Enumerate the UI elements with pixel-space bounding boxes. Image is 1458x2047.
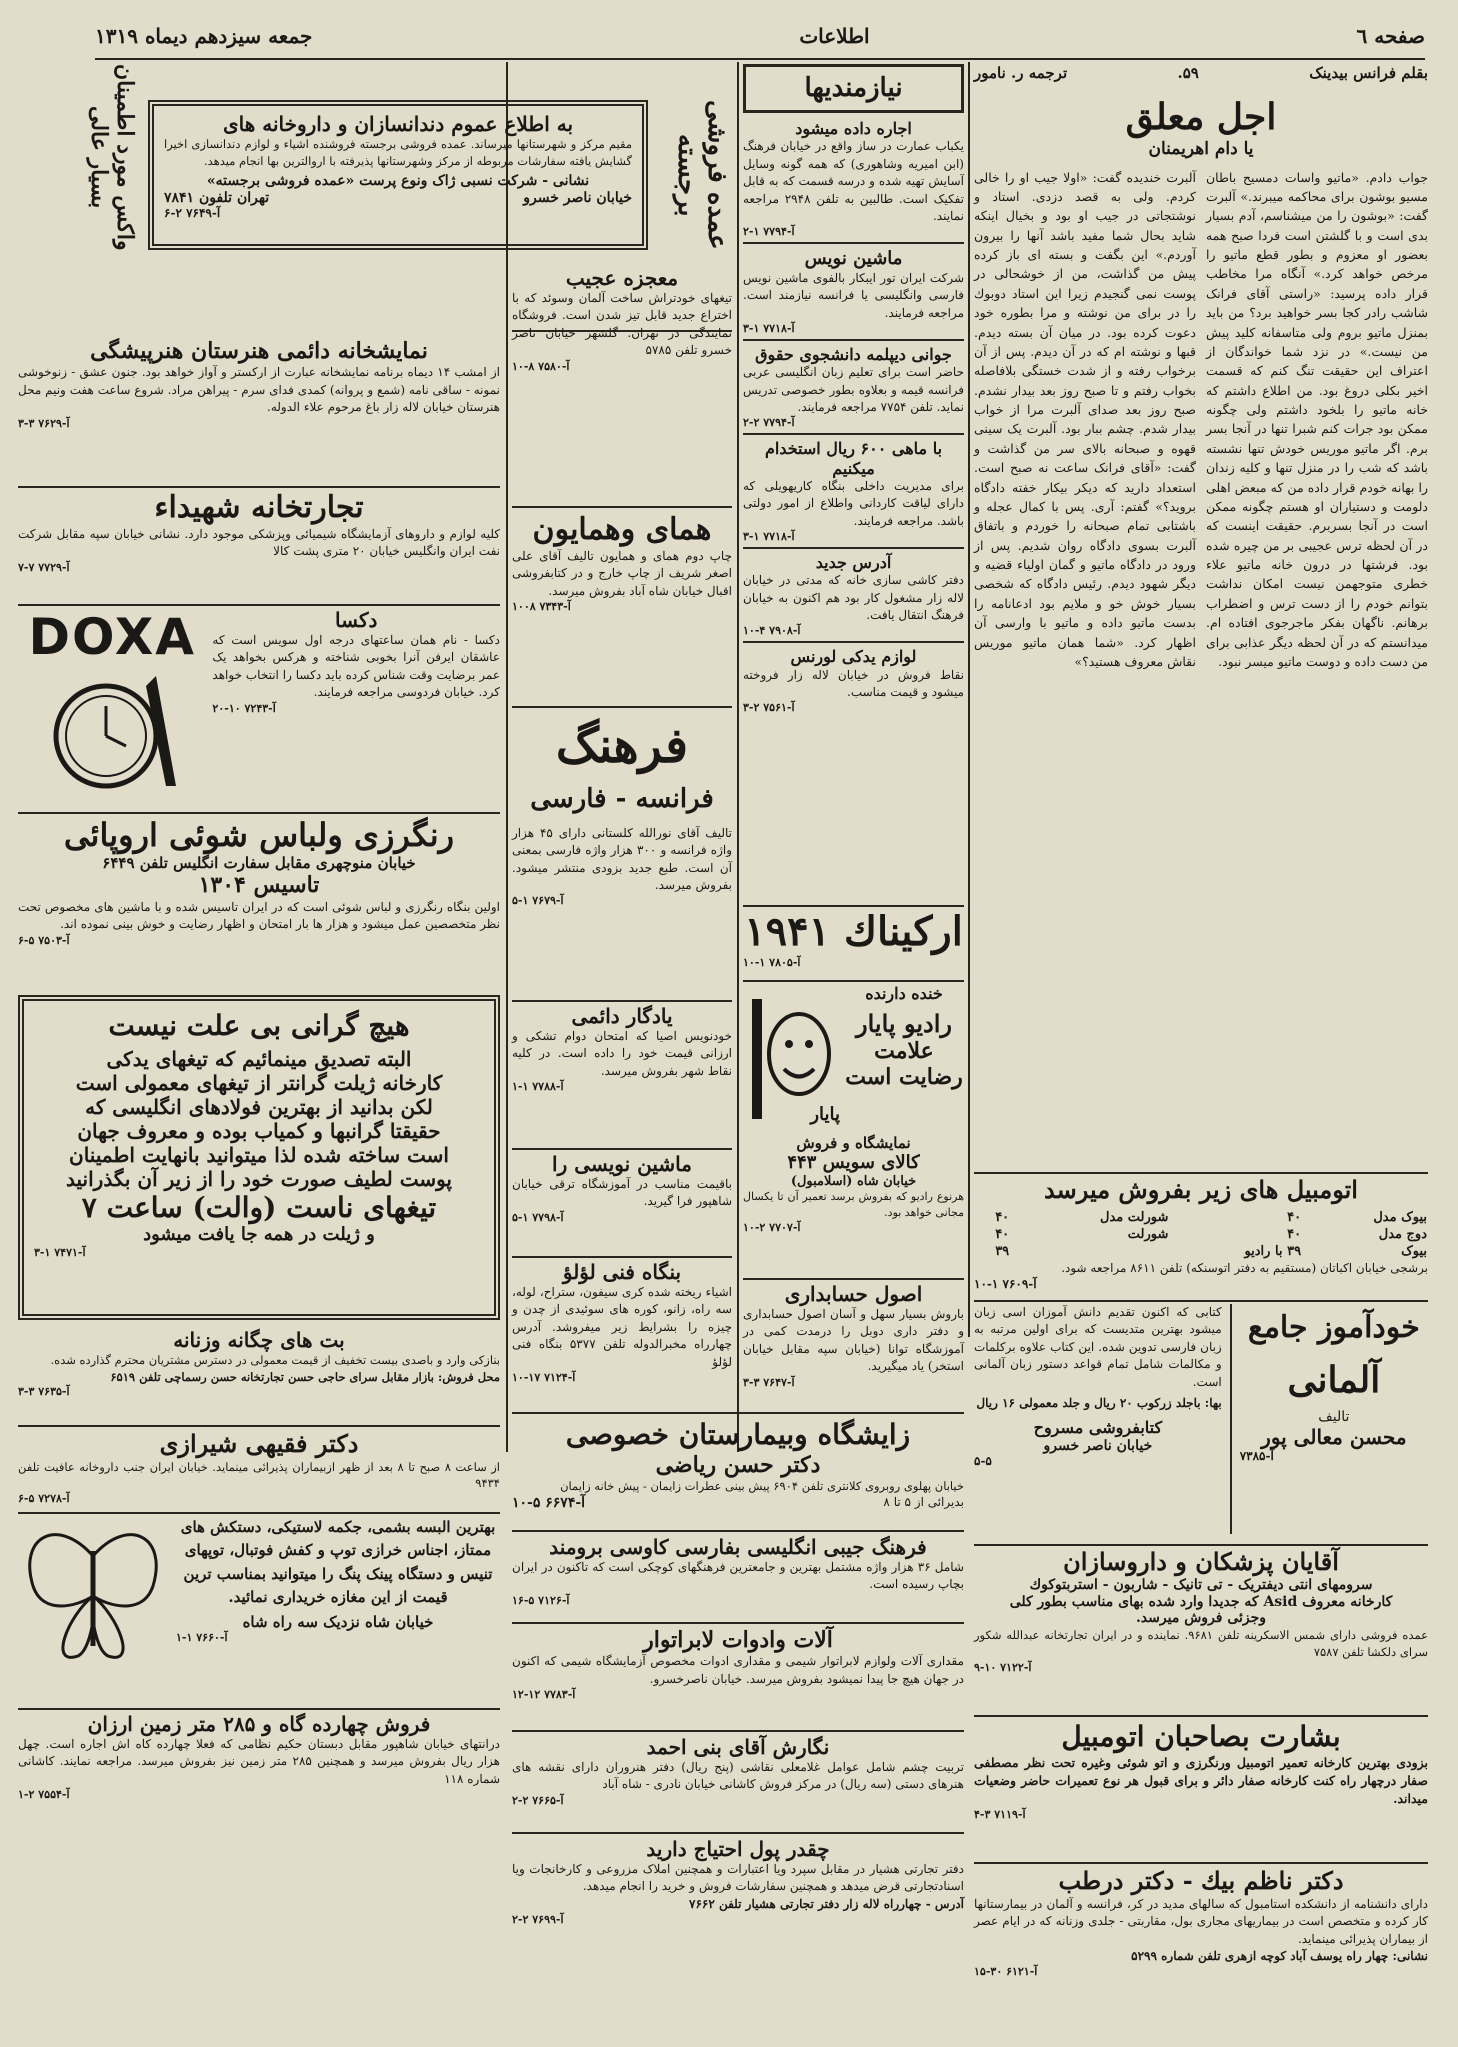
radio-street: خیابان شاه (اسلامبول) xyxy=(790,1173,917,1189)
dyeing-ad xyxy=(18,816,500,991)
loulou-ad xyxy=(512,1260,732,1410)
doxa-ad xyxy=(18,608,500,808)
column-rule xyxy=(968,62,970,1337)
typist-text: باقیمت مناسب در آموزشگاه ترقی خیابان شاهپور فرا گیرید. xyxy=(512,1177,732,1209)
kids-ad xyxy=(18,1328,500,1423)
list-item: لوازم یدکی لورنس نقاط فروش در خیابان لاله زار فروخته میشود و قیمت مناسب. آ-۷۵۶۱ ۲-۳ xyxy=(743,647,964,715)
dental-address: نشانی - شرکت نسبی ژاک ونوع پرست «عمده فروشی برجسته» xyxy=(206,173,590,190)
farhang-title: فرهنگ xyxy=(555,718,689,774)
radio-code: آ-۷۷۰۷ ۲-۱۰ xyxy=(743,1221,801,1235)
radio-title: رادیو پایار xyxy=(856,1009,952,1038)
money-text: دفتر تجارتی هشیار در مقابل سپرد ویا اعتبارات و همچنین املاک مزروعی و کارخانجات ویا اسنادتجارتی قرض میدهد و همچنین سفارشات فروش و خرید را انجام میدهد. xyxy=(512,1862,964,1894)
auto-owners-code: آ-۷۱۱۹ ۳-۴ xyxy=(974,1807,1026,1821)
sports-addr: خیابان شاه نزدیک سه راه شاه xyxy=(242,1613,434,1631)
dictionary-code: آ-۷۱۲۶ ۵-۱۶ xyxy=(512,1593,570,1607)
negaresh-title: نگارش آقای بنی احمد xyxy=(646,1735,830,1759)
radio-note: هرنوع رادیو که بفروش برسد تعمیر آن تا یکسال مجانی خواهد بود. xyxy=(743,1190,964,1220)
doxa-wordmark: DOXA xyxy=(28,608,196,666)
negaresh-ad xyxy=(512,1735,964,1830)
nazem-ad xyxy=(974,1867,1428,2027)
german-title: خودآموز جامع xyxy=(1247,1310,1420,1345)
accounting-text: باروش بسیار سهل و آسان اصول حسابداری و دفتر داری دوبل را درمدت کمی در آموزشگاه توانا (خیابان سپه مقابل خیابان استخر) یاد میگیرید. xyxy=(743,1307,964,1374)
radio-line2: رضایت است xyxy=(845,1064,963,1090)
kids-code: آ-۷۶۳۵ ۳-۳ xyxy=(18,1385,70,1399)
sports-code: آ-۷۶۶۰ ۱-۱ xyxy=(176,1631,228,1644)
negaresh-text: تربیت چشم شامل عوامل غلامعلی نقاشی (پنج ریال) دفتر هنروران دارای نقشه های هنرهای دستی (سه ریال) در مرکز فروش کاشانی خیابان نادری - شاه آباد xyxy=(512,1760,964,1792)
dental-ad xyxy=(148,100,648,250)
column-rule xyxy=(506,62,508,1452)
farhang-ad xyxy=(512,712,732,997)
pharma-text: عمده فروشی دارای شمس الاسکرینه تلفن ۹۶۸۱. نماینده و در ایران تجارتخانه عبدالله شکور سرای دلکشا تلفن ۷۵۸۷ xyxy=(974,1628,1429,1659)
doxa-text: دکسا - نام همان ساعتهای درجه اول سویس است که عاشقان ایرفن آنرا بخوبی شناخته و هرکس بخواهد یک عمر برضایت وقت شناس کرده باید دکسا را انتخاب خواهد کرد. خیابان فردوسی مراجعه فرمایند. xyxy=(212,633,500,700)
razor-line: البته تصدیق مینمائیم که تیغهای یدکی xyxy=(106,1046,412,1071)
arkinak-ad xyxy=(743,908,964,968)
mojeze-ad xyxy=(512,266,732,396)
faqihi-text: از ساعت ۸ صبح تا ۸ بعد از ظهر ازبیماران پذیرائی مینماید. خیابان ایران جنب داروخانه عافیت تلفن ۹۴۳۴ xyxy=(18,1459,500,1491)
faqihi-ad xyxy=(18,1430,500,1510)
radio-ad xyxy=(743,984,964,1274)
theater-title: نمایشخانه دائمی هنرستان هنرپیشگی xyxy=(90,338,428,364)
classifieds-column xyxy=(743,64,964,1139)
typist-title: ماشین نویسی را xyxy=(552,1152,692,1176)
maternity-addr: خیابان پهلوی روبروی کلانتری تلفن ۶۹۰۴ پیش بینی عطرات زایمان - پیش خانه زایمان xyxy=(560,1478,964,1493)
loulou-text: اشیاء ریخته شده کری سیفون، ستراح، لوله، سه راه، زانو، کوره های سوئیدی از چدن و چیزه را بشرایط زیر میفروشد. آدرس چهارراه مخبرالدوله تلفن ۵۳۷۷ بنگاه فنی لؤلؤ xyxy=(512,1285,732,1369)
razor-last: و ژیلت در همه جا یافت میشود xyxy=(143,1224,375,1246)
razor-line: حقیقتا گرانبها و کمیاب بوده و معروف جهان xyxy=(77,1118,441,1143)
homa-code: آ-۷۳۴۳ ۱۰۰۸ xyxy=(512,600,571,614)
dictionary-ad xyxy=(512,1535,964,1620)
farhang-subtitle: فرانسه - فارسی xyxy=(530,783,714,814)
accounting-title: اصول حسابداری xyxy=(784,1282,923,1306)
classifieds-title: نیازمندیها xyxy=(743,64,964,113)
razor-code: آ-۷۴۷۱ ۱-۳ xyxy=(34,1245,86,1259)
lab-title: آلات وادوات لابراتوار xyxy=(643,1627,833,1653)
doxa-code: آ-۷۲۴۳ ۱۰-۲۰ xyxy=(212,701,276,715)
yadegar-code: آ-۷۷۸۸ ۱-۱ xyxy=(512,1080,564,1094)
pharma-title: آقایان پزشکان و داروسازان xyxy=(1063,1547,1339,1576)
pharma-code: آ-۷۱۲۲ ۱۰-۹ xyxy=(974,1660,1032,1674)
pharma-ad xyxy=(974,1548,1428,1713)
homa-ad xyxy=(512,512,732,702)
lab-text: مقداری آلات ولوازم لابراتوار شیمی و مقداری ادوات مخصوص آزمایشگاه شیمی که اکنون در جهان هیچ جا پیدا نمیشود بفروش میرسد. خیابان ناصرخسرو. xyxy=(512,1654,964,1686)
shohada-text: کلیه لوازم و داروهای آزمایشگاه شیمیائی وپزشکی موجود دارد. نشانی خیابان سپه مقابل شرکت نفت ایران وانگلیس خیابان ۲۰ متری پشت کالا xyxy=(18,527,500,559)
issue-date: جمعه سیزدهم دیماه ۱۳۱۹ xyxy=(95,24,313,48)
razor-ad xyxy=(18,995,500,1320)
butterfly-icon xyxy=(18,1516,168,1676)
kids-title: بت های چگانه وزنانه xyxy=(173,1328,345,1352)
serial-subtitle: یا دام اهریمنان xyxy=(1148,139,1254,160)
doxa-title: دکسا xyxy=(335,608,378,632)
lab-code: آ-۷۷۸۳ ۱۲-۱۲ xyxy=(512,1688,576,1702)
german-shop-addr: خیابان ناصر خسرو xyxy=(1043,1437,1153,1454)
dental-text: مقیم مرکز و شهرستانها میرساند. عمده فروشی برجسته فروشنده اشیاء و لوازم دندانسازی اخیرا گشایش یافته سفارشات مربوطه از مرکز وشهرستانها پذیرفته با اروالترین بها انجام میدهد. xyxy=(164,137,632,168)
radio-store: کالای سویس ۴۴۳ xyxy=(787,1152,920,1173)
serial-number: ۵۹. xyxy=(1177,64,1199,82)
money-code: آ-۷۶۹۹ ۲-۲ xyxy=(512,1913,564,1927)
money-addr: آدرس - چهارراه لاله زار دفتر تجارتی هشیار تلفن ۷۶۶۲ xyxy=(689,1896,964,1911)
serial-translator: ترجمه ر. نامور xyxy=(974,64,1068,82)
land-text: درانتهای خیابان شاهپور مقابل دبستان حکیم نظامی که فعلا چهارده کاه اش اجاره است. چهل هزار ریال بفروش میرسد و همچنین ۲۸۵ متر زمین نیز بفروش میرسد. مراجعه نمایند. کاشانی شماره ۱۱۸ xyxy=(18,1737,501,1786)
shohada-title: تجارتخانه شهیداء xyxy=(154,490,364,525)
accounting-code: آ-۷۶۴۷ ۳-۳ xyxy=(743,1375,795,1389)
dyeing-code: آ-۷۵۰۳ ۵-۶ xyxy=(18,933,70,947)
table-row: دوج مدل ۴۰ شورلت ۴۰ xyxy=(995,1226,1427,1242)
sports-text: بهترین البسه بشمی، جکمه لاستیکی، دستکش های ممتاز، اجناس خرازی توپ و کفش فوتبال، توپهای تنیس و دستگاه پینک پنگ را میتوانید بمناسب ترین قیمت از این مغازه خریداری نمائید. xyxy=(180,1518,496,1606)
serial-body-col2: آلبرت خندیده گفت: «اولا جیب او را خالی کردم. ولی به قصد دزدی. استاد و نوشتجاتی در جیب او بود و بخیال اینکه شاید بحال شما مفید باشد آنها را بیرون آوردم.» این بگفت و بسته ای باز کرده پیش من گذاشت، من از خوشحالی در پوست نمی گنجیدم زیرا این استاد دوبوك را در برای من نوشته و مرا بطوره خود دعوت كرده بود. در میان آن بسته دیدم. قبها و نوشته ام که در آن دیدم. پس از آن برخواب رفته و از شدت خستگی بلافاصله بخواب رفتم و تا صبح روز بعد بیدار نشدم. صبح روز بعد صدای آلبرت مرا از خواب بیدار شدم. چشم ببار بود. آلبرت یک سینی قهوه و صبحانه بالای سر من گذاشت و گفت: «آقای فرانک ساعت نه صبح است. استعداد دارید که دیکر بیکار خفته دادگاه بروید؟» گفتم: آری. پس با کمال عجله و باشتابی تمام صبحانه را خوردم و باتفاق آلبرت بسوی دادگاه روان شدیم. پس از ورود در دادگاه ماتیو و گمان اولیاء قضیه و دیگر شهود دیدم. رئیس دادگاه که شخصی بسیار خوش خو و ملایم بود ادعانامه را بدست ماتیو داده و ماتیو با وارسی آن اظهار کرد. «شما همان ماتیو موریس نقاش معروف هستید؟» xyxy=(974,169,1196,669)
nazem-title: دکتر ناظم بیك - دکتر درطب xyxy=(1058,1866,1344,1895)
razor-line: لکن بدانید از بهترین فولادهای انگلیسی که xyxy=(85,1094,433,1119)
german-lang: آلمانی xyxy=(1287,1359,1381,1401)
radio-mascot-icon xyxy=(744,984,844,1134)
kids-addr: محل فروش: بازار مقابل سرای حاجی حسن تجارتخانه حسن رسماچی تلفن ۶۵۱۹ xyxy=(110,1369,500,1384)
serial-column xyxy=(974,64,1428,1174)
negaresh-code: آ-۷۶۶۵ ۲-۲ xyxy=(512,1793,564,1807)
faqihi-code: آ-۷۲۷۸ ۵-۶ xyxy=(18,1492,70,1506)
wax-side-left: واکس مورد اطمینان بسیار عالی xyxy=(86,63,138,251)
dyeing-founded: تاسیس ۱۳۰۴ xyxy=(198,872,320,899)
land-code: آ-۷۵۵۴ ۲-۱ xyxy=(18,1788,70,1802)
loulou-code: آ-۷۱۲۴ ۱۷-۱۰ xyxy=(512,1370,576,1384)
arkinak-title: ارکیناك ۱۹۴۱ xyxy=(744,908,963,955)
auto-owners-ad xyxy=(974,1720,1428,1860)
list-item: جوانی دیپلمه دانشجوی حقوق حاضر است برای تعلیم زبان انگلیسی عربی فرانسه قیمه و بعلاوه بطور خصوصی تدریس نماید. تلفن ۷۷۵۴ مراجعه فرمایند. آ-۷۷۹۴ ۲-۲ xyxy=(743,345,964,430)
land-ad xyxy=(18,1712,500,2012)
german-price: بها: باجلد زرکوب ۲۰ ریال و جلد معمولی ۱۶ ریال xyxy=(976,1395,1222,1410)
arkinak-code: آ-۷۸۰۵ ۱-۱۰ xyxy=(743,956,801,969)
dyeing-title: رنگرزی ولباس شوئی اروپائی xyxy=(63,816,455,854)
dental-title: به اطلاع عموم دندانسازان و داروخانه های xyxy=(222,112,574,136)
theater-text: از امشب ۱۴ دیماه برنامه نمایشخانه عبارت از ارکستر و آواز خواهد بود. جنون عشق - زنوخوشی نمونه - ساقی نامه (شمع و پروانه) کمدی فدای سرم - پیراهن مراد. شروع ساعت هفت ونیم محل هنرستان خیابان لاله زار باغ مرحوم علاء الدوله. xyxy=(18,365,500,415)
radio-intro: خنده دارنده xyxy=(865,984,943,1003)
maternity-code: آ-۶۶۷۴ ۵-۱۰ xyxy=(512,1494,586,1511)
german-author: محسن معالی پور xyxy=(1261,1425,1407,1449)
land-title: فروش چهارده گاه و ۲۸۵ متر زمین ارزان xyxy=(87,1712,431,1736)
razor-title: هیچ گرانی بی علت نیست xyxy=(108,1009,410,1042)
dental-code: آ-۷۶۴۹ ۲-۶ xyxy=(164,206,221,221)
masthead xyxy=(95,18,1425,54)
radio-brand: پایار xyxy=(810,1104,840,1125)
farhang-code: آ-۷۶۷۹ ۱-۵ xyxy=(512,894,564,908)
german-code2: ۵-۵ xyxy=(974,1454,992,1469)
razor-line: کارخانه ژیلت گرانتر از تیغهای معمولی است xyxy=(75,1070,443,1095)
nazem-addr: نشانی: چهار راه یوسف آباد کوچه ازهری تلفن شماره ۵۲۹۹ xyxy=(1131,1948,1428,1963)
razor-line: تیغهای ناست (والت) ساعت ۷ xyxy=(81,1190,437,1224)
radio-line1: علامت xyxy=(874,1038,934,1064)
accounting-ad xyxy=(743,1282,964,1422)
list-item: با ماهی ۶۰۰ ریال استخدام میکنیم برای مدیریت داخلی بنگاه کاریهویلی که دارای لیاقت کاردانی واطلاع از امور دولتی باشد. مراجعه فرمایند. آ-۷۷۱۸ ۱-۳ xyxy=(743,439,964,543)
german-book-ad xyxy=(974,1304,1428,1544)
paper-name: اطلاعات xyxy=(799,24,870,48)
theater-code: آ-۷۶۲۹ ۳-۳ xyxy=(18,416,70,430)
razor-line: است ساخته شده لذا میتوانید بانهایت اطمینان xyxy=(69,1142,449,1167)
german-text: کتابی که اکنون تقدیم دانش آموزان اسی زبان میشود بهترین متدیست که برای اولین مرتبه به زبان فارسی تدوین شده. این کتاب علاوه برکلمات و مکالمات شامل تمام قواعد دستور زبان آلمانی است. xyxy=(974,1305,1222,1389)
yadegar-ad xyxy=(512,1004,732,1144)
column-rule xyxy=(737,62,739,1452)
autos-contact: برشجی خیابان اکباتان (مستقیم به دفتر اتوسنکه) تلفن ۸۶۱۱ مراجعه شود. xyxy=(1061,1260,1428,1275)
faqihi-title: دکتر فقیهی شیرازی xyxy=(159,1429,359,1458)
serial-title: اجل معلق xyxy=(1125,96,1277,138)
homa-text: چاپ دوم همای و همایون تالیف آقای علی اصغر شریف از چاپ خارج و در کتابفروشی اقبال خیابان شاه آباد بفروش میرسد. xyxy=(512,549,732,598)
auto-owners-text: بزودی بهترین کارخانه تعمیر اتومبیل ورنگرزی و اتو شوئی وغیره تحت نظر مصطفی صفار درچهار راه کنت کارخانه صفار دائر و برای قبول هر نوع تعمیرات حاضر وضعیات میداند. xyxy=(974,1754,1428,1806)
typist-ad xyxy=(512,1152,732,1252)
mojeze-code: آ-۷۵۸۰ ۸-۱۰ xyxy=(512,359,570,373)
pocket-watch-icon xyxy=(26,666,206,796)
page-number: صفحه ٦ xyxy=(1356,24,1425,48)
money-ad xyxy=(512,1837,964,2007)
german-author-label: تالیف xyxy=(1318,1409,1350,1425)
list-item: ماشین نویس شرکت ایران تور ایبکار بالفوی ماشین نویس فارسی وانگلیسی یا فرانسه نیازمند است. مراجعه فرمایند. آ-۷۷۱۸ ۱-۳ xyxy=(743,248,964,336)
dictionary-text: شامل ۳۶ هزار واژه مشتمل بهترین و جامعترین فرهنگهای کوچکی است که تاکنون در ایران بچاپ رسیده است. xyxy=(512,1560,964,1592)
loulou-title: بنگاه فنی لؤلؤ xyxy=(562,1260,682,1284)
mojeze-title: معجزه عجیب xyxy=(565,266,679,290)
shohada-code: آ-۷۷۲۹ ۷-۷ xyxy=(18,560,70,574)
nazem-text: دارای دانشنامه از دانشکده استامبول که سالهای مدید در کر، فرانسه و آلمان در بیمارستانها کار کرده و متخصص است در بیماریهای مجاری بول، مقاربتی - جلدی وزنانه که در ایام عصر از بیماران پذیرائی مینماید. xyxy=(974,1896,1428,1946)
radio-shop: نمایشگاه و فروش xyxy=(796,1134,911,1152)
autos-title: اتومبیل های زیر بفروش میرسد xyxy=(1044,1175,1358,1204)
german-code: آ-۷۳۸۵ xyxy=(1239,1449,1274,1463)
lab-ad xyxy=(512,1627,964,1727)
autos-table xyxy=(974,1209,1428,1260)
dental-side-right: عمده فروشی برجسته xyxy=(672,100,732,250)
pharma-line1: سرومهای انتی دیفتریک - تی تانیک - شاربون - استربتوکوك xyxy=(1029,1576,1373,1593)
money-title: چقدر پول احتیاج دارید xyxy=(646,1837,830,1861)
masthead-rule xyxy=(95,58,1425,60)
maternity-hours: بدیرائی از ۵ تا ۸ xyxy=(883,1494,964,1509)
nazem-code: آ-۶۱۲۱ ۳۰-۱۵ xyxy=(974,1965,1038,1979)
butterfly-icon xyxy=(18,1516,168,1706)
kids-text: بنازکی وارد و باصدی بیست تخفیف از قیمت معمولی در دسترس مشتریان محترم گذارده شده. xyxy=(50,1353,500,1367)
dental-street: خیابان ناصر خسرو xyxy=(523,190,632,207)
mojeze-text: تیغهای خودتراش ساخت آلمان وسوئد که با اختراع جدید قابل تیز شدن است. فروشگاه نمایندگی در تهران. گلشهر خیابان ناصر خسرو تلفن ۵۷۸۵ xyxy=(512,291,732,358)
farhang-text: تالیف آقای نورالله کلستانی دارای ۴۵ هزار واژه فرانسه و ۳۰۰ هزار واژه فارسی بمعنی آن است. طبع جدید بزودی منتشر میشود. بفروش میرسد. xyxy=(512,825,732,892)
table-row: بیوک ۳۹ با رادیو ۳۹ xyxy=(995,1243,1427,1259)
razor-line: پوست لطیف صورت خود را از زیر آن بگذرانید xyxy=(66,1166,452,1191)
dyeing-text: اولین بنگاه رنگرزی و لباس شوئی است که در ایران تاسیس شده و با ماشین های مخصوص تحت نظر متخصصین عمل میشود و هزار ها بار امتحان و اظهار رضایت و خوش بینی نموده اند. xyxy=(18,899,500,932)
maternity-doctor: دکتر حسن ریاضی xyxy=(655,1451,821,1478)
yadegar-text: خودنویس اصیا که امتحان دوام تشکی و ارزانی قیمت خود را داده است. در کلیه نقاط شهر بفروش میرسد. xyxy=(512,1029,732,1078)
dental-phone: تهران تلفون ۷۸۴۱ xyxy=(164,190,270,207)
theater-ad xyxy=(18,338,500,488)
maternity-title: زایشگاه وبیمارستان خصوصی xyxy=(565,1418,911,1451)
pharma-line3: وجزئی فروش میرسد. xyxy=(1135,1610,1267,1627)
list-item: آدرس جدید دفتر کاشی سازی خانه که مدتی در خیابان لاله زار مشغول کار بود هم اکنون به خیابان فرهنگ انتقال یافت. آ-۷۹۰۸ ۴-۱۰ xyxy=(743,553,964,638)
maternity-ad xyxy=(512,1418,964,1528)
list-item: اجاره داده میشود یکباب عمارت در ساز واقع در خیابان فرهنگ (ابن امیریه وشاهوری) که همه گونه وسایل آسایش تهیه شده و درسه قسمت که به قابل تفکیک است. طالبین به تلفن ۲۹۴۸ مراجعه نمایند. آ-۷۷۹۴ ۱-۲ xyxy=(743,119,964,239)
german-shop: کتابفروشی مسروح xyxy=(1033,1418,1163,1438)
sports-ad xyxy=(18,1516,500,1706)
autos-code: آ-۷۶۰۹ ۱-۱۰ xyxy=(974,1277,1037,1292)
dictionary-title: فرهنگ جیبی انگلیسی بفارسی کاوسی برومند xyxy=(549,1535,927,1559)
shohada-ad xyxy=(18,490,500,600)
classified-list xyxy=(743,119,964,714)
yadegar-title: یادگار دائمی xyxy=(571,1004,673,1028)
serial-byline: بقلم فرانس بیدینک xyxy=(1309,64,1428,82)
pharma-line2: کارخانه معروف Asid که جدیدا وارد شده بهای مناسب بطور کلی xyxy=(1009,1593,1393,1610)
homa-title: همای وهمایون xyxy=(532,512,712,547)
doxa-logo xyxy=(18,608,206,808)
auto-owners-title: بشارت بصاحبان اتومبیل xyxy=(1061,1720,1341,1753)
dyeing-address: خیابان منوچهری مقابل سفارت انگلیس تلفن ۶۴۴۹ xyxy=(102,854,416,873)
table-row: بیوک مدل ۴۰ شورلت مدل ۴۰ xyxy=(995,1209,1427,1225)
typist-code: آ-۷۷۹۸ ۱-۵ xyxy=(512,1210,564,1224)
serial-body: جواب دادم. «ماتیو واسات دمسیح باطان مسیو بوشون برای محاکمه میبرند.» آلبرت گفت: «بوشون را من میشناسم، آدم بسیار بدی است و با گلشتن است فردا صبح همه بعضور او معزوم و بطور قطع ماتیو را مرخص خواهد کرد.» آنگاه مرا مخاطب قرار داده پرسید: «راستی آقای فرانک شاشب رادر کجا بسر خواهید برد؟ من باید بمنزل ماتیو بروم ولی متاسفانه کلید پیش من نیست.» در نزد شما خواندگان از اعتراف این حقیقت تنگ کنم که قسمت اخیر بکلی دروغ بود. من اطلاع داشتم که خانه ماتیو را بلخود داشتم ولی چگونه ممکن بود جرات کنم شبرا تنها در آنجا بسر برم. اگر ماتیو موریس خودش تنها نشسته باشد که شب را در منزل تنها و کلیه زندان را بهانه خودم قرار داده من که مبعض اهلی دلومت و دستیاران او هستم چگونه ممکن است در آنجا بسربرم. حقیقت اینست که در آن لحظه ترس عجیبی بر من چیره شده بود. فرشتها در درون خانه ماتیو علاء خطری متوجهمن نیست امکان نداشت بتوانم خودم را از دست ترس و اضطراب برهانم. ناگهان بفکر ماجرجوی افتاده ام. میدانستم که در آن لحظه دیگر عذابی برای من دست داده و دوست ماتیو میسر نبود. xyxy=(1206,169,1428,669)
autos-ad xyxy=(974,1176,1428,1296)
